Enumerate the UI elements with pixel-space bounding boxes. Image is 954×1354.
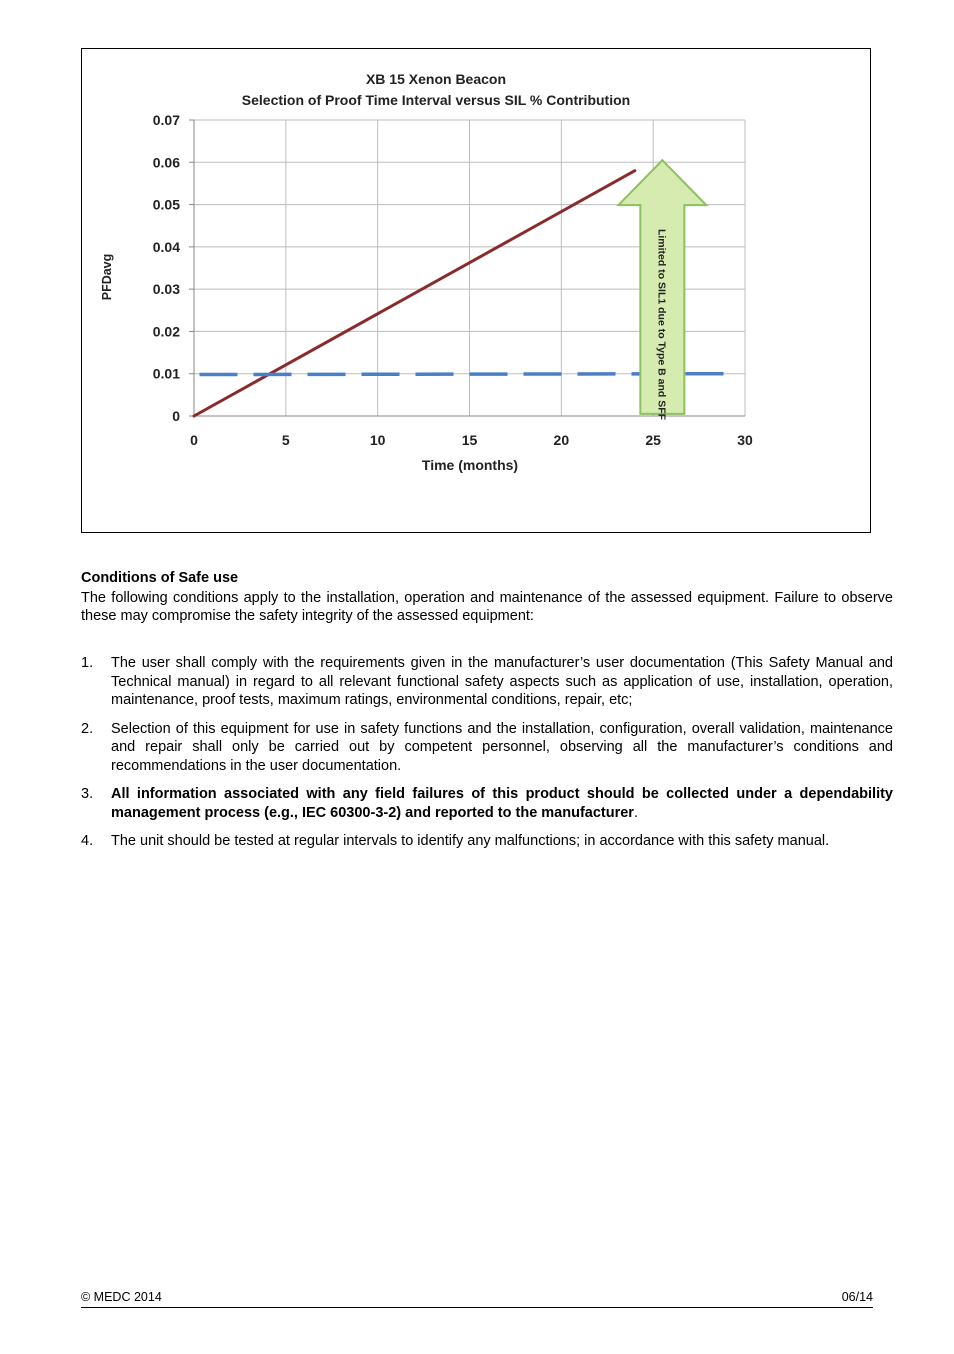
- condition-number: 1.: [81, 655, 94, 671]
- condition-number: 2.: [81, 720, 94, 737]
- x-tick-label: 5: [281, 432, 290, 448]
- chart: [82, 49, 870, 532]
- chart-frame: [81, 48, 871, 533]
- footer-copyright: © MEDC 2014: [81, 1290, 162, 1304]
- footer-divider: [81, 1307, 873, 1308]
- condition-item: [81, 720, 893, 776]
- chart-subtitle: Selection of Proof Time Interval versus SIL % Contribution: [241, 92, 631, 108]
- y-tick-label: 0.03: [152, 281, 180, 298]
- y-tick-label: 0.06: [152, 154, 180, 171]
- condition-bold-text: All information associated with any field failures of this product should be collected under a dependability management process (e.g., IEC 60300-3-2) and reported to the manufacturer: [111, 786, 893, 821]
- y-tick-label: 0.05: [152, 196, 180, 213]
- condition-text: .: [633, 804, 638, 821]
- x-tick-label: 30: [737, 432, 753, 448]
- section-title: Conditions of Safe use: [81, 570, 239, 586]
- annotation-label: Limited to SIL1 due to Type B and SFF: [655, 228, 668, 421]
- y-tick-label: 0: [172, 408, 180, 424]
- y-tick-label: 0.07: [152, 112, 180, 128]
- condition-text: Selection of this equipment for use in safety functions and the installation, configuration, overall validation, maintenance and repair shall only be carried out by competent personnel, observing all the manufacturer’s conditions and recommendations in the user documentation.: [111, 720, 893, 774]
- intro-paragraph: The following conditions apply to the installation, operation and maintenance of the assessed equipment. Failure to observe these may compromise the safety integrity of the assessed equipment:: [81, 590, 893, 624]
- condition-item: [81, 832, 893, 851]
- y-tick-label: 0.04: [152, 238, 180, 255]
- x-tick-label: 0: [190, 432, 198, 448]
- x-axis-label: Time (months): [421, 457, 519, 473]
- footer-date: 06/14: [841, 1290, 873, 1304]
- x-tick-label: 25: [645, 432, 661, 448]
- y-axis-label: PFDavg: [100, 253, 114, 301]
- x-tick-label: 10: [369, 432, 386, 448]
- pfd-series-line: [194, 171, 635, 416]
- x-tick-label: 20: [553, 432, 570, 448]
- condition-number: 4.: [81, 833, 94, 849]
- condition-text: The unit should be tested at regular intervals to identify any malfunctions; in accordance with this safety manual.: [111, 833, 830, 849]
- y-tick-label: 0.01: [152, 365, 180, 382]
- condition-item: [81, 785, 893, 822]
- condition-text: The user shall comply with the requirements given in the manufacturer’s user documentation (This Safety Manual and Technical manual) in regard to all relevant functional safety aspects such as application of use, installation, operation, maintenance, proof tests, maximum ratings, environmental conditions, repair, etc;: [111, 655, 893, 708]
- condition-number: 3.: [81, 786, 94, 802]
- chart-title: XB 15 Xenon Beacon: [365, 71, 507, 87]
- conditions-list: [81, 654, 893, 861]
- x-tick-label: 15: [461, 432, 478, 448]
- y-tick-label: 0.02: [152, 323, 180, 340]
- condition-item: [81, 654, 893, 710]
